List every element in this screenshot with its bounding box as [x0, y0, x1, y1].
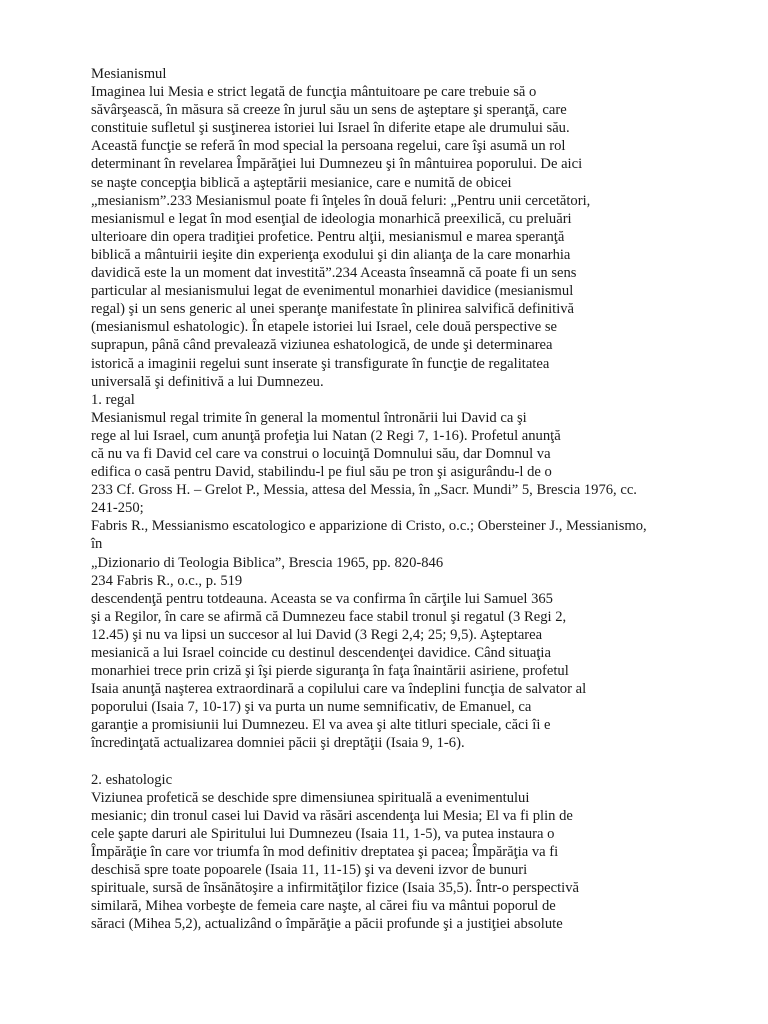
text-line: particular al mesianismului legat de evenimentul monarhiei davidice (mesianismul — [91, 283, 574, 300]
document-text — [91, 65, 751, 934]
text-line: Imaginea lui Mesia e strict legată de funcţia mântuitoare pe care trebuie să o — [91, 84, 537, 101]
text-line: 234 Fabris R., o.c., p. 519 — [91, 572, 243, 589]
text-line: suprapun, până când prevalează viziunea eshatologică, de unde şi determinarea — [91, 337, 553, 354]
text-line: similară, Mihea vorbeşte de femeia care naşte, al cărei fiu va mântui poporul de — [91, 898, 556, 915]
text-line: se naşte concepţia biblică a aşteptării mesianice, care e numită de obicei — [91, 174, 512, 191]
paragraph-gap — [91, 753, 751, 771]
text-line: constituie sufletul şi susţinerea istoriei lui Israel în diferite etape ale drumului său. — [91, 120, 570, 137]
text-line: Împărăţie în care vor triumfa în mod definitiv dreptatea şi pacea; Împărăţia va fi — [91, 844, 559, 861]
text-line: săvârşească, în măsura să creeze în jurul său un sens de aşteptare şi speranţă, care — [91, 102, 567, 119]
text-line: Isaia anunţă naşterea extraordinară a copilului care va îndeplini funcţia de salvator al — [91, 681, 587, 698]
text-line: determinant în revelarea Împărăţiei lui Dumnezeu şi în mântuirea poporului. De aici — [91, 156, 583, 173]
text-line: Fabris R., Messianismo escatologico e apparizione di Cristo, o.c.; Obersteiner J., Messianismo, — [91, 518, 647, 535]
text-line: 241-250; — [91, 500, 144, 517]
text-line: rege al lui Israel, cum anunţă profeţia lui Natan (2 Regi 7, 1-16). Profetul anunţă — [91, 427, 561, 444]
text-line: Viziunea profetică se deschide spre dimensiunea spirituală a evenimentului — [91, 789, 530, 806]
text-line: edifica o casă pentru David, stabilindu-l pe fiul său pe tron şi asigurându-l de o — [91, 464, 552, 481]
text-line: încredinţată actualizarea domniei păcii şi dreptăţii (Isaia 9, 1-6). — [91, 735, 465, 752]
text-line: regal) şi un sens generic al unei speranţe manifestate în plinirea salvifică definitivă — [91, 301, 575, 318]
text-line: davidică este la un moment dat investită”.234 Aceasta înseamnă că poate fi un sens — [91, 265, 577, 282]
text-line: ulterioare din opera tradiţiei profetice. Pentru alţii, mesianismul e marea speranţă — [91, 228, 565, 245]
section-regal — [91, 65, 751, 753]
text-line: Această funcţie se referă în mod special la persoana regelui, care îşi asumă un rol — [91, 138, 566, 155]
text-line: „mesianism”.233 Mesianismul poate fi înţeles în două feluri: „Pentru unii cercetători, — [91, 192, 591, 209]
text-line: (mesianismul eshatologic). În etapele istoriei lui Israel, cele două perspective se — [91, 319, 558, 336]
text-line: biblică a mântuirii ieşite din experienţa exodului şi din alianţa de la care monarhia — [91, 246, 571, 263]
text-line: istorică a imaginii regelui sunt inserate şi transfigurate în funcţie de regalitatea — [91, 355, 550, 372]
text-line: 12.45) şi nu va lipsi un succesor al lui David (3 Regi 2,4; 25; 9,5). Aşteptarea — [91, 626, 543, 643]
text-line: deschisă spre toate popoarele (Isaia 11, 11-15) şi va deveni izvor de bunuri — [91, 862, 528, 879]
text-line: cele şapte daruri ale Spiritului lui Dumnezeu (Isaia 11, 1-5), va putea instaura o — [91, 825, 555, 842]
text-line: 1. regal — [91, 391, 135, 408]
text-line: săraci (Mihea 5,2), actualizând o împărăţie a păcii profunde şi a justiţiei absolute — [91, 916, 563, 933]
text-line: mesianică a lui Israel coincide cu destinul descendenţei davidice. Când situaţia — [91, 645, 551, 661]
section-eshatologic — [91, 771, 751, 934]
text-line: mesianic; din tronul casei lui David va răsări ascendenţa lui Mesia; El va fi plin de — [91, 807, 573, 824]
text-line: în — [91, 536, 103, 553]
text-line: mesianismul e legat în mod esenţial de ideologia monarhică preexilică, cu preluări — [91, 210, 572, 227]
text-line: că nu va fi David cel care va construi o locuinţă Domnului său, dar Domnul va — [91, 445, 551, 462]
text-line: Mesianismul — [91, 66, 167, 82]
text-line: universală şi definitivă a lui Dumnezeu. — [91, 373, 324, 390]
text-line: şi a Regilor, în care se afirmă că Dumnezeu face stabil tronul şi regatul (3 Regi 2, — [91, 608, 567, 625]
text-line: poporului (Isaia 7, 10-17) şi va purta un nume semnificativ, de Emanuel, ca — [91, 699, 532, 716]
text-line: „Dizionario di Teologia Biblica”, Brescia 1965, pp. 820-846 — [91, 554, 444, 571]
text-line: 233 Cf. Gross H. – Grelot P., Messia, attesa del Messia, în „Sacr. Mundi” 5, Brescia 1976, cc. — [91, 482, 637, 499]
text-line: garanţie a promisiunii lui Dumnezeu. El va avea şi alte titluri speciale, căci îi e — [91, 717, 551, 734]
text-line: descendenţă pentru totdeauna. Aceasta se va confirma în cărţile lui Samuel 365 — [91, 590, 553, 607]
text-line: monarhiei trece prin criză şi îşi pierde siguranţa în faţa înaintării asiriene, profetul — [91, 663, 569, 680]
text-line: 2. eshatologic — [91, 771, 173, 788]
text-line: spirituale, sursă de însănătoşire a infirmităţilor fizice (Isaia 35,5). Într-o perspectivă — [91, 880, 580, 897]
text-line: Mesianismul regal trimite în general la momentul întronării lui David ca şi — [91, 409, 527, 426]
